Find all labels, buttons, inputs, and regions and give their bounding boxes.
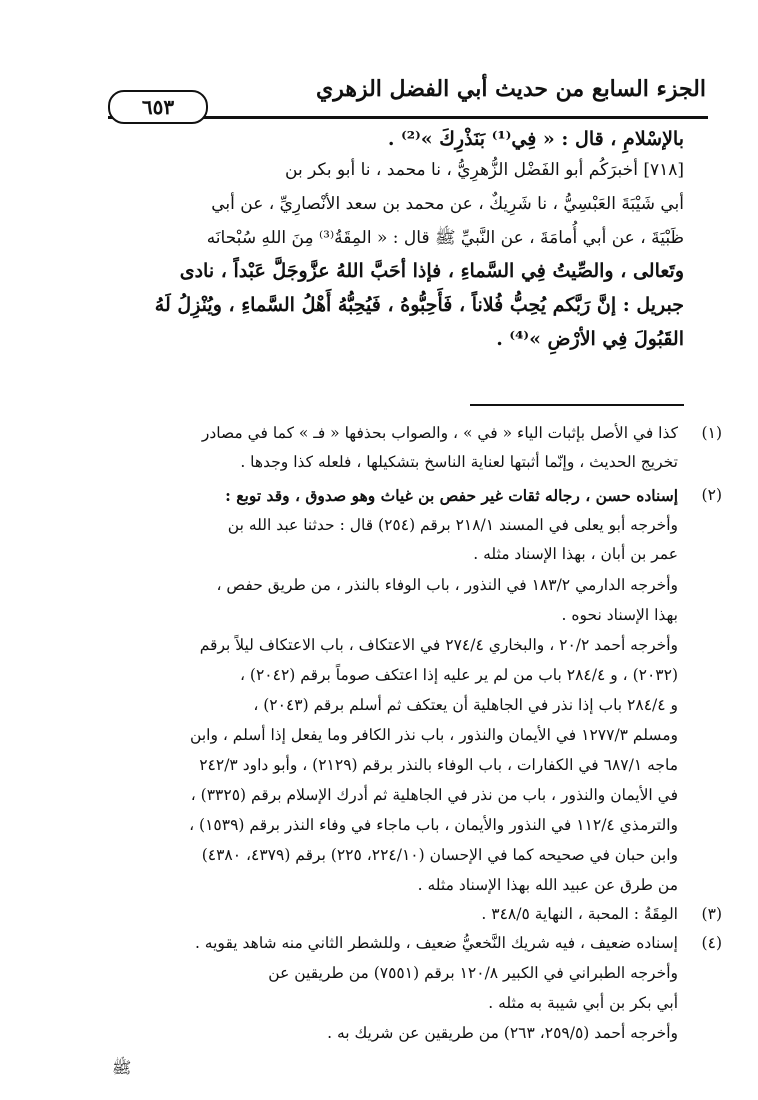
footnote-number-1: (١) bbox=[701, 424, 722, 442]
footnote-number-2: (٢) bbox=[701, 486, 722, 504]
footnote-1-line-1: كذا في الأصل بإثبات الياء « في » ، والصواب بحذفها « فـ » كما في مصادر bbox=[201, 424, 678, 442]
page-number-badge bbox=[108, 90, 208, 124]
footnote-2-line-3: عمر بن أبان ، بهذا الإسناد مثله . bbox=[473, 545, 678, 563]
footnote-2-line-14: من طرق عن عبيد الله بهذا الإسناد مثله . bbox=[417, 876, 678, 894]
footer-mark: ﷺ bbox=[112, 1058, 132, 1077]
footnote-3-line-1: المِقَةُ : المحبة ، النهاية ٣٤٨/٥ . bbox=[481, 905, 678, 923]
page-number: ٦٥٣ bbox=[141, 95, 175, 119]
footnote-4-line-4: وأخرجه أحمد (٢٥٩/٥، ٢٦٣) من طريقين عن شريك به . bbox=[327, 1024, 678, 1042]
main-line-3: أبي شَيْبَةَ العَبْسِيُّ ، نا شَرِيكٌ ، عن محمد بن سعد الأنْصارِيِّ ، عن أبي bbox=[211, 194, 684, 214]
footnote-2-line-5: بهذا الإسناد نحوه . bbox=[561, 606, 678, 624]
main-line-1: بالإسْلامِ ، قال : « فِي⁽¹⁾ بَنَذْرِكَ »⁽²⁾ . bbox=[387, 128, 684, 150]
footnote-separator bbox=[470, 404, 684, 406]
footnote-2-line-12: والترمذي ١١٢/٤ في النذور والأيمان ، باب ماجاء في وفاء النذر برقم (١٥٣٩) ، bbox=[189, 816, 678, 834]
footnote-2-line-9: ومسلم ١٢٧٧/٣ في الأيمان والنذور ، باب نذر الكافر وما يفعل إذا أسلم ، وابن bbox=[190, 726, 678, 744]
footnote-2-line-8: و ٢٨٤/٤ باب إذا نذر في الجاهلية أن يعتكف ثم أسلم برقم (٢٠٤٣) ، bbox=[253, 696, 678, 714]
running-header-title: الجزء السابع من حديث أبي الفضل الزهري bbox=[315, 76, 706, 102]
footnote-4-line-2: وأخرجه الطبراني في الكبير ١٢٠/٨ برقم (٧٥٥١) من طريقين عن bbox=[268, 964, 678, 982]
main-line-7: القَبُولَ فِي الأرْضِ »⁽⁴⁾ . bbox=[496, 328, 684, 350]
footnote-2-line-13: وابن حبان في صحيحه كما في الإحسان (٢٢٤/١٠، ٢٢٥) برقم (٤٣٧٩، ٤٣٨٠) bbox=[201, 846, 678, 864]
footnote-2-line-11: في الأيمان والنذور ، باب من نذر في الجاهلية ثم أدرك الإسلام برقم (٣٣٢٥) ، bbox=[190, 786, 678, 804]
footnote-2-line-7: (٢٠٣٢) ، و ٢٨٤/٤ باب من لم ير عليه إذا اعتكف صوماً برقم (٢٠٤٢) ، bbox=[240, 666, 678, 684]
footnote-2-line-6: وأخرجه أحمد ٢٠/٢ ، والبخاري ٢٧٤/٤ في الاعتكاف ، باب الاعتكاف ليلاً برقم bbox=[199, 636, 678, 654]
footnote-number-4: (٤) bbox=[701, 934, 722, 952]
footnote-4-line-3: أبي بكر بن أبي شيبة به مثله . bbox=[488, 994, 678, 1012]
footnote-2-line-10: ماجه ٦٨٧/١ في الكفارات ، باب الوفاء بالنذر برقم (٢١٢٩) ، وأبو داود ٢٤٢/٣ bbox=[199, 756, 678, 774]
footnote-2-line-2: وأخرجه أبو يعلى في المسند ٢١٨/١ برقم (٢٥٤) قال : حدثنا عبد الله بن bbox=[227, 516, 678, 534]
main-line-5: وتَعالى ، والصِّيتُ فِي السَّماءِ ، فإذا أحَبَّ اللهُ عزَّوجَلَّ عَبْداً ، نادى bbox=[179, 260, 684, 282]
footnote-2-line-1: إسناده حسن ، رجاله ثقات غير حفص بن غياث وهو صدوق ، وقد توبع : bbox=[225, 486, 678, 505]
footnote-number-3: (٣) bbox=[701, 905, 722, 923]
main-line-2: [٧١٨] أخبرَكُم أبو الفَضْل الزُّهرِيُّ ، نا محمد ، نا أبو بكر بن bbox=[285, 160, 684, 180]
footnote-4-line-1: إسناده ضعيف ، فيه شريك النَّخعيُّ ضعيف ، وللشطر الثاني منه شاهد يقويه . bbox=[194, 934, 678, 952]
footnote-2-line-4: وأخرجه الدارمي ١٨٣/٢ في النذور ، باب الوفاء بالنذر ، من طريق حفص ، bbox=[216, 576, 678, 594]
footnote-1-line-2: تخريج الحديث ، وإنّما أثبتها لعناية الناسخ بتشكيلها ، فلعله كذا وجدها . bbox=[240, 453, 678, 471]
main-line-4: ظَبْيَةَ ، عن أبي أُمامَةَ ، عن النَّبيِّ ﷺ قال : « المِقَةُ⁽³⁾ مِنَ اللهِ سُبْحانَه bbox=[206, 228, 684, 248]
main-line-6: جبريل : إنَّ رَبَّكم يُحِبُّ فُلاناً ، فَأَحِبُّوهُ ، فَيُحِبُّهُ أَهْلُ السَّماءِ ، ويُنْزِلُ لَهُ bbox=[154, 294, 684, 316]
